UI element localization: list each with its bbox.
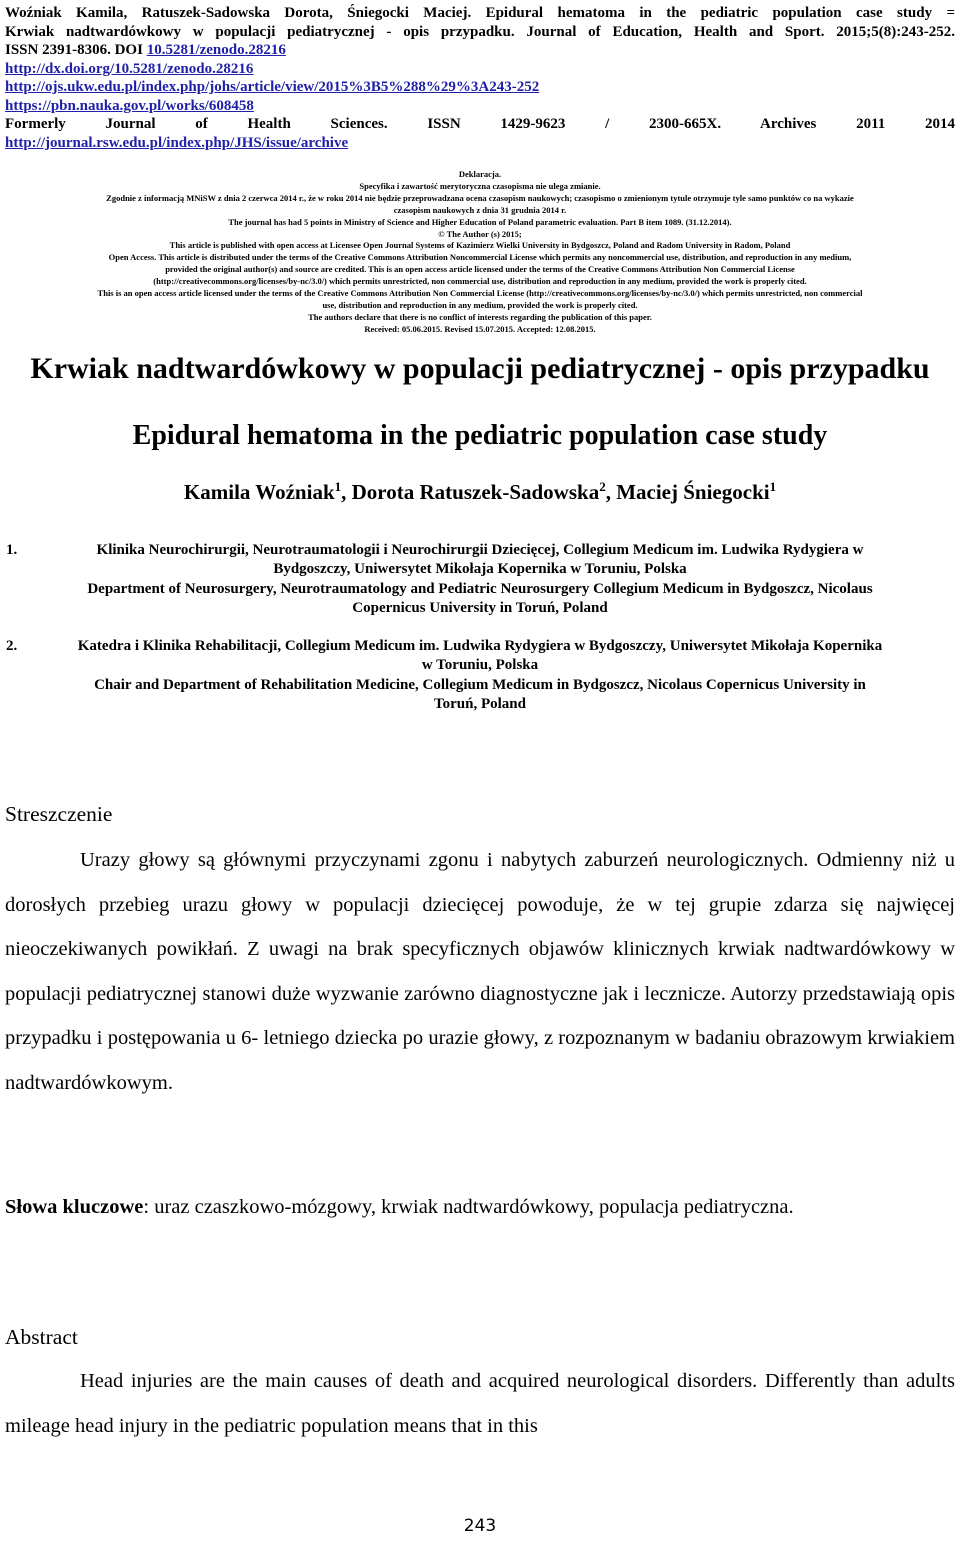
- declaration-block: [0, 169, 960, 336]
- declaration-line: This article is published with open access at Licensee Open Journal Systems of Kazimierz Wielki University in Bydgoszcz, Poland and Radom University in Radom, Poland: [169, 240, 791, 251]
- declaration-line: The journal has had 5 points in Ministry of Science and Higher Education of Poland parametric evaluation. Part B item 1089. (31.12.2014).: [228, 216, 732, 227]
- declaration-line: Zgodnie z informacją MNiSW z dnia 2 czerwca 2014 r., że w roku 2014 nie będzie przeprowadzana ocena czasopism naukowych; czasopismo o zmienionym tytule otrzymuje tyle samo punktów co na wykazie: [106, 192, 854, 203]
- authors-line: Kamila Woźniak$^1$, Dorota Ratuszek-Sadowska$^2$, Maciej Śniegocki$^1$: [183, 479, 777, 504]
- abstract-paragraph: [5, 1359, 955, 1448]
- affiliation-line: Klinika Neurochirurgii, Neurotraumatologii i Neurochirurgii Dziecięcej, Collegium Medicum im. Ludwika Rydygiera w: [96, 542, 864, 558]
- keywords-text: : uraz czaszkowo-mózgowy, krwiak nadtwardówkowy, populacja pediatryczna.: [143, 1196, 794, 1218]
- citation-line-1: Woźniak Kamila, Ratuszek-Sadowska Dorota, Śniegocki Maciej. Epidural hematoma in the pediatric population case study =: [5, 5, 955, 21]
- doi-url-link[interactable]: http://dx.doi.org/10.5281/zenodo.28216: [5, 60, 254, 77]
- citation-line-3: [5, 41, 955, 60]
- citation-header: [5, 4, 955, 152]
- author-affiliation-mark: 2: [599, 479, 606, 494]
- declaration-line: Received: 05.06.2015. Revised 15.07.2015. Accepted: 12.08.2015.: [364, 323, 596, 334]
- affiliation-line: Katedra i Klinika Rehabilitacji, Collegium Medicum im. Ludwika Rydygiera w Bydgoszczy, Uniwersytet Mikołaja Kopernika: [77, 638, 883, 654]
- affiliation-2: [6, 637, 954, 714]
- affiliation-line: Toruń, Poland: [434, 695, 526, 712]
- keywords-paragraph: [5, 1185, 955, 1230]
- declaration-line: This is an open access article licensed under the terms of the Creative Commons Attribution Non Commercial License (http://creativecommons.org/licenses/by-nc/3.0/) which permits unrestricted, non commercial: [97, 288, 863, 299]
- affiliation-line: Chair and Department of Rehabilitation Medicine, Collegium Medicum in Bydgoszcz, Nicolaus Copernicus University in: [94, 676, 866, 693]
- formerly-journal-line: Formerly Journal of Health Sciences. ISSN 1429-9623 / 2300-665X. Archives 2011 2014: [5, 116, 955, 132]
- declaration-line: czasopism naukowych z dnia 31 grudnia 2014 r.: [393, 204, 567, 215]
- declaration-line: Deklaracja.: [458, 169, 502, 179]
- citation-line-2: Krwiak nadtwardówkowy w populacji pediatrycznej - opis przypadku. Journal of Education, Health and Sport. 2015;5(8):243-252.: [5, 23, 955, 40]
- affiliation-number: 1.: [6, 542, 18, 558]
- author-name: Dorota Ratuszek-Sadowska: [351, 480, 600, 504]
- declaration-line: © The Author (s) 2015;: [438, 228, 522, 239]
- affiliation-1: [6, 541, 954, 618]
- declaration-line: (http://creativecommons.org/licenses/by-nc/3.0/) which permits unrestricted, non commercial use, distribution and reproduction in any medium, provided the work is properly cited.: [153, 276, 807, 287]
- author-name: Kamila Woźniak: [183, 480, 335, 504]
- declaration-line: Open Access. This article is distributed under the terms of the Creative Commons Attribution Noncommercial License which permits any noncommercial use, distribution, and reproduction in any medium,: [108, 252, 852, 263]
- affiliation-line: Copernicus University in Toruń, Poland: [352, 599, 608, 616]
- affiliation-number: 2.: [6, 638, 18, 654]
- affiliation-line: Department of Neurosurgery, Neurotraumatology and Pediatric Neurosurgery Collegium Medicum in Bydgoszcz, Nicolaus: [87, 580, 873, 597]
- declaration-line: The authors declare that there is no conflict of interests regarding the publication of this paper.: [308, 311, 652, 322]
- streszczenie-text: Urazy głowy są głównymi przyczynami zgonu i nabytych zaburzeń neurologicznych. Odmienny niż u dorosłych przebieg urazu głowy w populacji dziecięcej powoduje, że w tej grupie zdarza się najwięcej nieoczekiwanych powikłań. Z uwagi na brak specyficznych objawów klinicznych krwiak nadtwardówkowy w populacji pediatrycznej stanowi duże wyzwanie zarówno diagnostyczne jak i lecznicze. Autorzy przedstawiają opis przypadku i postępowania u 6- letniego dziecka po urazie głowy, z rozpoznanym w badaniu obrazowym krwiakiem nadtwardówkowym.: [5, 849, 955, 1094]
- declaration-line: Specyfika i zawartość merytoryczna czasopisma nie ulega zmianie.: [359, 180, 601, 191]
- declaration-line: provided the original author(s) and source are credited. This is an open access article licensed under the terms of the Creative Commons Attribution Non Commercial License: [165, 264, 795, 275]
- declaration-line: use, distribution and reproduction in any medium, provided the work is properly cited.: [322, 299, 638, 310]
- streszczenie-heading: Streszczenie: [5, 802, 113, 826]
- keywords-label: Słowa kluczowe: [5, 1196, 144, 1218]
- page-number: 243: [463, 1516, 497, 1536]
- title-polish: Krwiak nadtwardówkowy w populacji pediatrycznej - opis przypadku: [30, 352, 930, 385]
- author-affiliation-mark: 1: [769, 479, 777, 494]
- jhs-archive-link[interactable]: http://journal.rsw.edu.pl/index.php/JHS/issue/archive: [5, 134, 349, 151]
- ojs-article-link[interactable]: http://ojs.ukw.edu.pl/index.php/johs/article/view/2015%3B5%288%29%3A243-252: [5, 79, 540, 95]
- author-affiliation-mark: 1: [334, 479, 342, 494]
- abstract-heading: Abstract: [5, 1325, 78, 1349]
- affiliation-line: w Toruniu, Polska: [421, 657, 539, 674]
- abstract-text: Head injuries are the main causes of death and acquired neurological disorders. Differently than adults mileage head injury in the pediatric population means that in this: [5, 1370, 955, 1437]
- issn-doi-text: ISSN 2391-8306. DOI: [5, 42, 143, 58]
- doi-link[interactable]: 10.5281/zenodo.28216: [146, 42, 286, 58]
- affiliation-line: Bydgoszczy, Uniwersytet Mikołaja Kopernika w Toruniu, Polska: [273, 561, 687, 578]
- title-english: Epidural hematoma in the pediatric population case study: [132, 420, 828, 451]
- author-name: Maciej Śniegocki: [616, 480, 770, 504]
- pbn-works-link[interactable]: https://pbn.nauka.gov.pl/works/608458: [5, 97, 254, 114]
- streszczenie-paragraph: [5, 838, 955, 1105]
